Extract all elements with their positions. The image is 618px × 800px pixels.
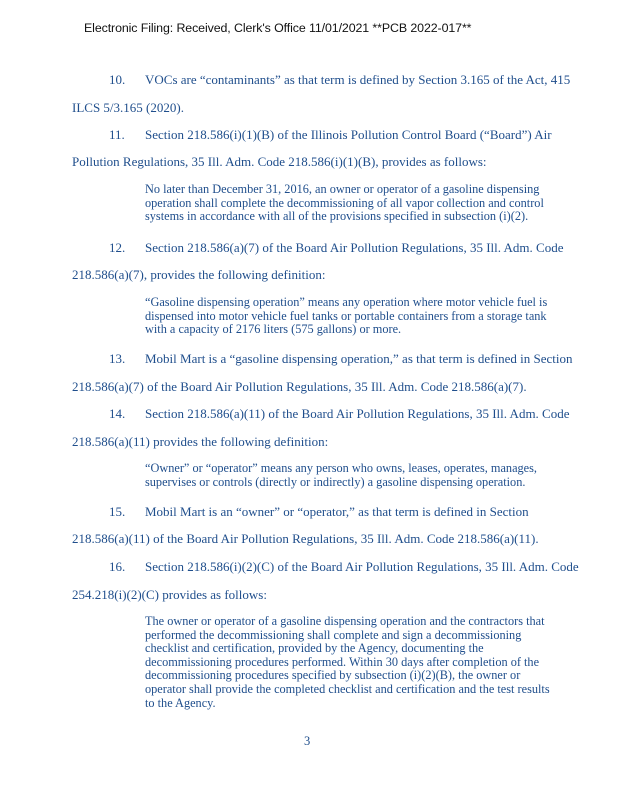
quote-4-line: performed the decommissioning shall complete and sign a decommissioning xyxy=(145,627,522,642)
paragraph-12-line1: Section 218.586(a)(7) of the Board Air Pollution Regulations, 35 Ill. Adm. Code xyxy=(145,240,564,255)
block-quote-4 xyxy=(145,615,597,710)
paragraph-10-number: 10. xyxy=(109,72,126,87)
paragraph-10-line2: ILCS 5/3.165 (2020). xyxy=(72,100,184,115)
paragraph-11-number: 11. xyxy=(109,127,125,142)
paragraph-13-number: 13. xyxy=(109,351,126,366)
paragraph-15-number: 15. xyxy=(109,504,126,519)
quote-2-line: with a capacity of 2176 liters (575 gallons) or more. xyxy=(145,322,402,337)
filing-stamp-header: Electronic Filing: Received, Clerk's Office 11/01/2021 **PCB 2022-017** xyxy=(84,21,472,35)
paragraph-14-line2: 218.586(a)(11) provides the following definition: xyxy=(72,434,329,449)
block-quote-2 xyxy=(145,296,597,337)
quote-1-line: No later than December 31, 2016, an owner or operator of a gasoline dispensing xyxy=(145,182,540,196)
paragraph-13-line2: 218.586(a)(7) of the Board Air Pollution Regulations, 35 Ill. Adm. Code 218.586(a)(7). xyxy=(72,379,527,394)
block-quote-1 xyxy=(145,183,597,224)
page-number: 3 xyxy=(304,734,311,748)
quote-4-line: to the Agency. xyxy=(145,695,216,710)
quote-4-line: decommissioning procedures performed. Within 30 days after completion of the xyxy=(145,654,540,669)
quote-3-line: supervises or controls (directly or indirectly) a gasoline dispensing operation. xyxy=(145,474,526,489)
quote-1-line: operation shall complete the decommissioning of all vapor collection and control xyxy=(145,195,544,210)
quote-4-line: operator shall provide the completed checklist and certification and the test results xyxy=(145,681,550,696)
block-quote-3 xyxy=(145,462,597,489)
quote-4-line: decommissioning procedures specified by subsection (i)(2)(B), the owner or xyxy=(145,668,521,683)
paragraph-11-line2: Pollution Regulations, 35 Ill. Adm. Code 218.586(i)(1)(B), provides as follows: xyxy=(72,154,487,169)
paragraph-16-line2: 254.218(i)(2)(C) provides as follows: xyxy=(72,587,267,602)
paragraph-11-line1: Section 218.586(i)(1)(B) of the Illinois Pollution Control Board (“Board”) Air xyxy=(145,127,552,142)
paragraph-15-line2: 218.586(a)(11) of the Board Air Pollution Regulations, 35 Ill. Adm. Code 218.586(a)(11). xyxy=(72,531,539,546)
paragraph-12-line2: 218.586(a)(7), provides the following definition: xyxy=(72,267,326,282)
paragraph-16-number: 16. xyxy=(109,559,126,574)
quote-4-line: checklist and certification, provided by the Agency, documenting the xyxy=(145,641,484,656)
quote-1-line: systems in accordance with all of the provisions specified in subsection (i)(2). xyxy=(145,209,529,224)
paragraph-10-line1: VOCs are “contaminants” as that term is defined by Section 3.165 of the Act, 415 xyxy=(145,72,571,87)
paragraph-14-line1: Section 218.586(a)(11) of the Board Air Pollution Regulations, 35 Ill. Adm. Code xyxy=(145,406,570,421)
quote-4-line: The owner or operator of a gasoline dispensing operation and the contractors that xyxy=(145,614,545,628)
paragraph-16-line1: Section 218.586(i)(2)(C) of the Board Air Pollution Regulations, 35 Ill. Adm. Code xyxy=(145,559,579,574)
paragraph-13-line1: Mobil Mart is a “gasoline dispensing operation,” as that term is defined in Section xyxy=(145,351,573,366)
quote-2-line: dispensed into motor vehicle fuel tanks or portable containers from a storage tank xyxy=(145,308,547,323)
quote-3-line: “Owner” or “operator” means any person who owns, leases, operates, manages, xyxy=(145,461,537,475)
paragraph-14-number: 14. xyxy=(109,406,126,421)
paragraph-12-number: 12. xyxy=(109,240,126,255)
paragraph-15-line1: Mobil Mart is an “owner” or “operator,” as that term is defined in Section xyxy=(145,504,529,519)
quote-2-line: “Gasoline dispensing operation” means any operation where motor vehicle fuel is xyxy=(145,295,548,309)
